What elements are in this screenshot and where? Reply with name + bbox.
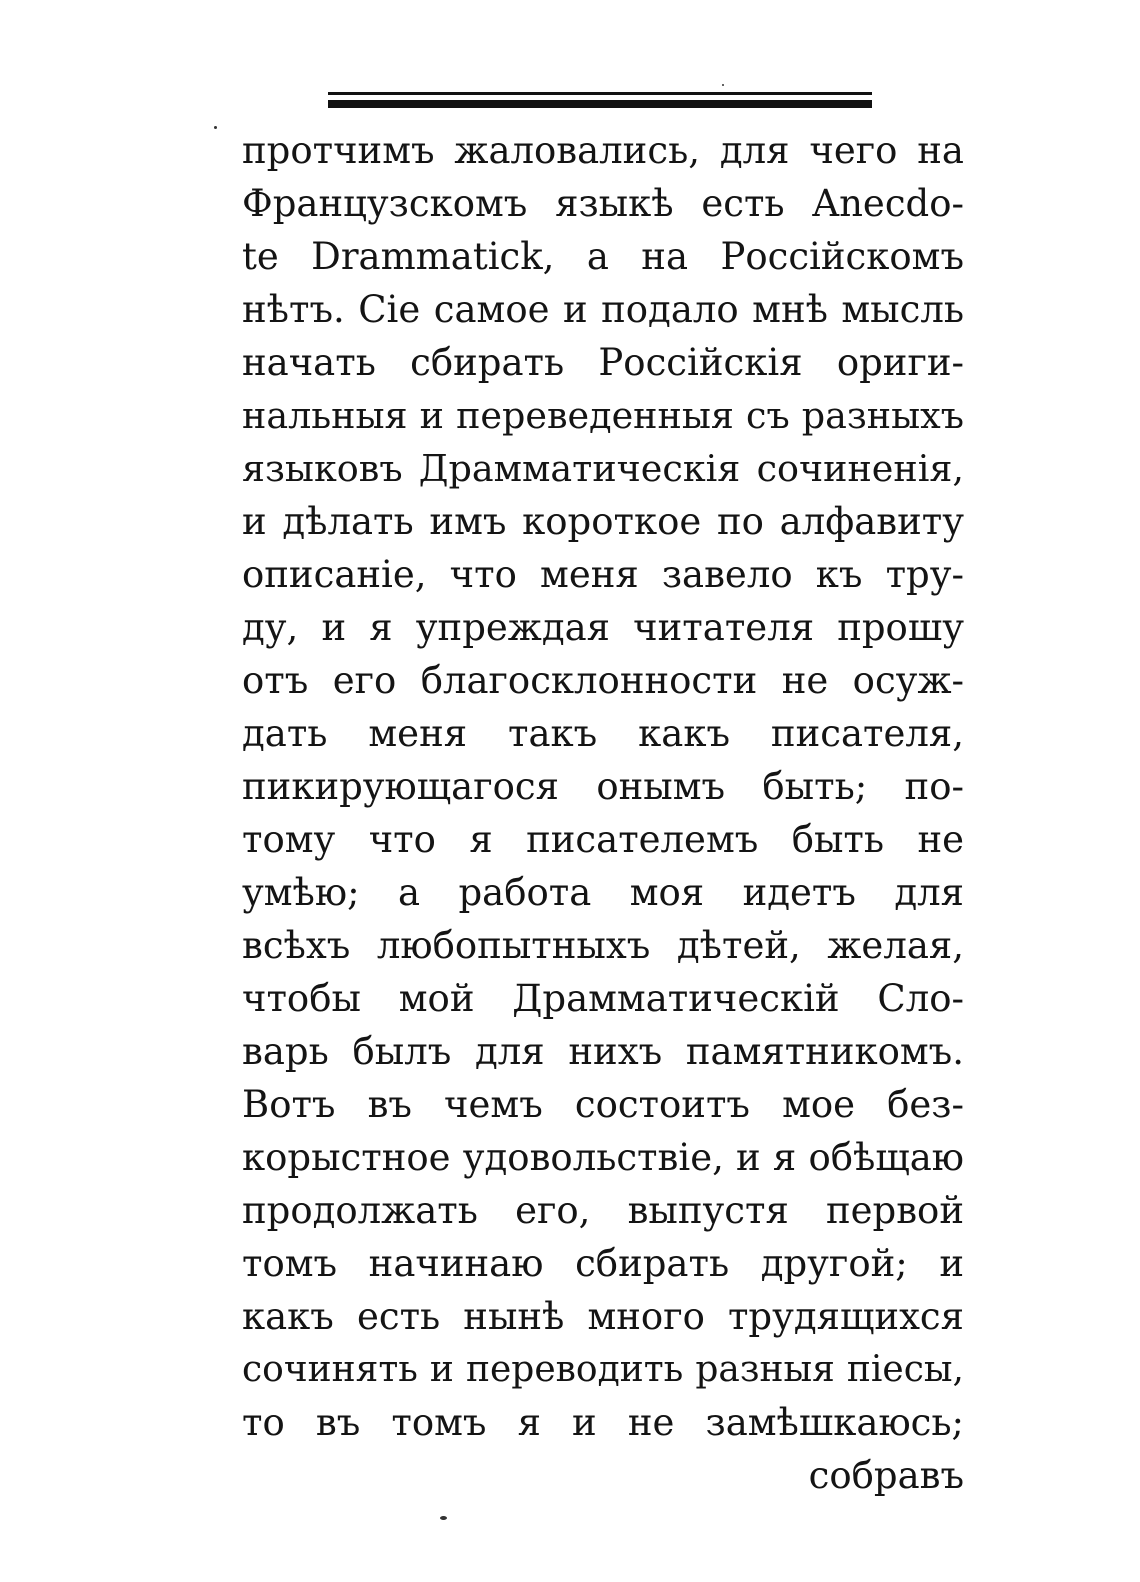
print-speck	[440, 1516, 447, 1520]
text-line: дать меня такъ какъ писателя,	[242, 712, 964, 755]
text-line: тому что я писателемъ быть не	[242, 818, 964, 861]
text-line: пикирующагося онымъ быть; по-	[242, 765, 964, 808]
print-speck	[214, 126, 217, 129]
text-line: умѣю; а работа моя идетъ для	[242, 871, 964, 914]
text-line: и дѣлать имъ короткое по алфавиту	[242, 500, 964, 543]
text-line: варь былъ для нихъ памятникомъ.	[242, 1030, 964, 1073]
catchword: собравъ	[808, 1454, 964, 1497]
text-line: сочинять и переводить разныя піесы,	[242, 1349, 964, 1390]
text-line: продолжать его, выпустя первой	[242, 1189, 964, 1232]
print-speck	[722, 84, 724, 86]
text-line: языковъ Драмматическія сочиненія,	[242, 447, 964, 490]
text-line: нѣтъ. Сіе самое и подало мнѣ мысль	[242, 288, 964, 331]
text-line: отъ его благосклонности не осуж-	[242, 659, 964, 702]
text-line: всѣхъ любопытныхъ дѣтей, желая,	[242, 924, 964, 967]
text-line: чтобы мой Драмматическій Сло-	[242, 977, 964, 1020]
text-line: ду, и я упреждая читателя прошу	[242, 606, 964, 649]
header-double-rule	[328, 92, 872, 108]
text-line: протчимъ жаловались, для чего на	[242, 129, 964, 172]
text-line: Французскомъ языкѣ есть Anecdo-	[242, 182, 964, 225]
text-line: томъ начинаю сбирать другой; и	[242, 1242, 964, 1285]
text-line: начать сбирать Россійскія ориги-	[242, 341, 964, 384]
text-line: описаніе, что меня завело къ тру-	[242, 553, 964, 596]
text-line: нальныя и переведенныя съ разныхъ	[242, 394, 964, 437]
text-line: Вотъ въ чемъ состоитъ мое без-	[242, 1083, 964, 1126]
text-line: корыстное удовольствіе, и я обѣщаю	[242, 1136, 964, 1179]
text-line: te Drammatick, а на Россійскомъ	[242, 235, 964, 278]
body-text	[242, 124, 964, 1502]
text-line: то въ томъ я и не замѣшкаюсь;	[242, 1401, 964, 1444]
text-line: какъ есть нынѣ много трудящихся	[242, 1295, 964, 1338]
